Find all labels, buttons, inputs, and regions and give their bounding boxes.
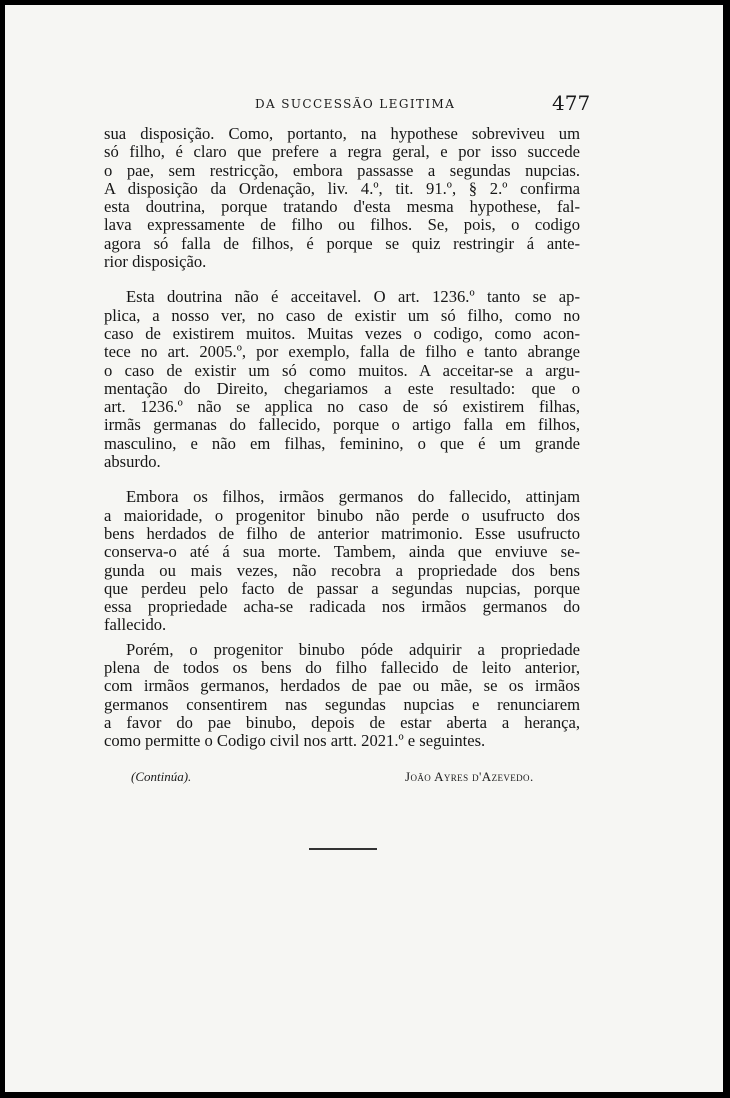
text-line: conserva-o até á sua morte. Tambem, ainda que enviuve se- — [104, 542, 580, 562]
text-line: tece no art. 2005.º, por exemplo, falla de filho e tanto abrange — [104, 342, 580, 362]
text-line: lava expressamente de filho ou filhos. Se, pois, o codigo — [104, 215, 580, 235]
text-line: Porém, o progenitor binubo póde adquirir a propriedade — [126, 639, 580, 659]
text-line: como permitte o Codigo civil nos artt. 2021.º e seguintes. — [104, 731, 486, 751]
text-line: irmãs germanas do fallecido, porque o artigo falla em filhos, — [104, 415, 580, 435]
paragraph-3 — [104, 488, 580, 634]
text-line: art. 1236.º não se applica no caso de só existirem filhas, — [104, 397, 580, 417]
continued-label: (Continúa). — [131, 769, 192, 784]
text-line: fallecido. — [104, 615, 167, 635]
text-line: que perdeu pelo facto de passar a segundas nupcias, porque — [104, 578, 580, 598]
text-line: germanos consentirem nas segundas nupcias e renunciarem — [104, 694, 580, 714]
text-line: a maioridade, o progenitor binubo não perde o usufructo dos — [104, 505, 580, 525]
text-line: sua disposição. Como, portanto, na hypothese sobreviveu um — [104, 124, 580, 143]
text-line: plena de todos os bens do filho fallecido de leito anterior, — [104, 658, 580, 678]
paragraph-4 — [104, 641, 580, 751]
text-line: rior disposição. — [104, 252, 207, 272]
text-line: absurdo. — [104, 452, 161, 472]
text-line: esta doutrina, porque tratando d'esta mesma hypothese, fal- — [104, 197, 580, 217]
text-line: mentação do Direito, chegariamos a este resultado: que o — [104, 378, 580, 398]
text-line: A disposição da Ordenação, liv. 4.º, tit. 91.º, § 2.º confirma — [104, 178, 580, 198]
page-number: 477 — [552, 91, 591, 115]
text-line: gunda ou mais vezes, não recobra a propriedade dos bens — [104, 560, 580, 580]
text-line: caso de existirem muitos. Muitas vezes o codigo, como acon- — [104, 323, 580, 343]
text-line: masculino, e não em filhas, feminino, o que é um grande — [104, 433, 580, 453]
body-text — [104, 125, 580, 751]
text-line: com irmãos germanos, herdados de pae ou mãe, se os irmãos — [104, 676, 580, 696]
running-title: DA SUCCESSÃO LEGITIMA — [255, 97, 456, 111]
text-line: o caso de existir um só como muitos. A acceitar-se a argu- — [104, 360, 580, 380]
text-line: a favor do pae binubo, depois de estar aberta a herança, — [104, 712, 580, 732]
text-line: Esta doutrina não é acceitavel. O art. 1236.º tanto se ap- — [126, 287, 580, 307]
text-line: bens herdados de filho de anterior matrimonio. Esse usufructo — [104, 523, 580, 543]
text-line: Embora os filhos, irmãos germanos do fallecido, attinjam — [126, 487, 580, 507]
author-signature: João Ayres d'Azevedo. — [405, 769, 534, 784]
text-line: agora só falla de filhos, é porque se quiz restringir á ante- — [104, 233, 580, 253]
text-line: só filho, é claro que prefere a regra geral, e por isso succede — [104, 142, 580, 162]
text-line: plica, a nosso ver, no caso de existir um só filho, como no — [104, 305, 580, 325]
text-line: o pae, sem restricção, embora passasse a segundas nupcias. — [104, 160, 580, 180]
text-line: essa propriedade acha-se radicada nos irmãos germanos do — [104, 597, 580, 617]
paragraph-2 — [104, 288, 580, 471]
book-page — [5, 5, 723, 1092]
end-rule — [309, 848, 377, 850]
paragraph-1 — [104, 125, 580, 271]
